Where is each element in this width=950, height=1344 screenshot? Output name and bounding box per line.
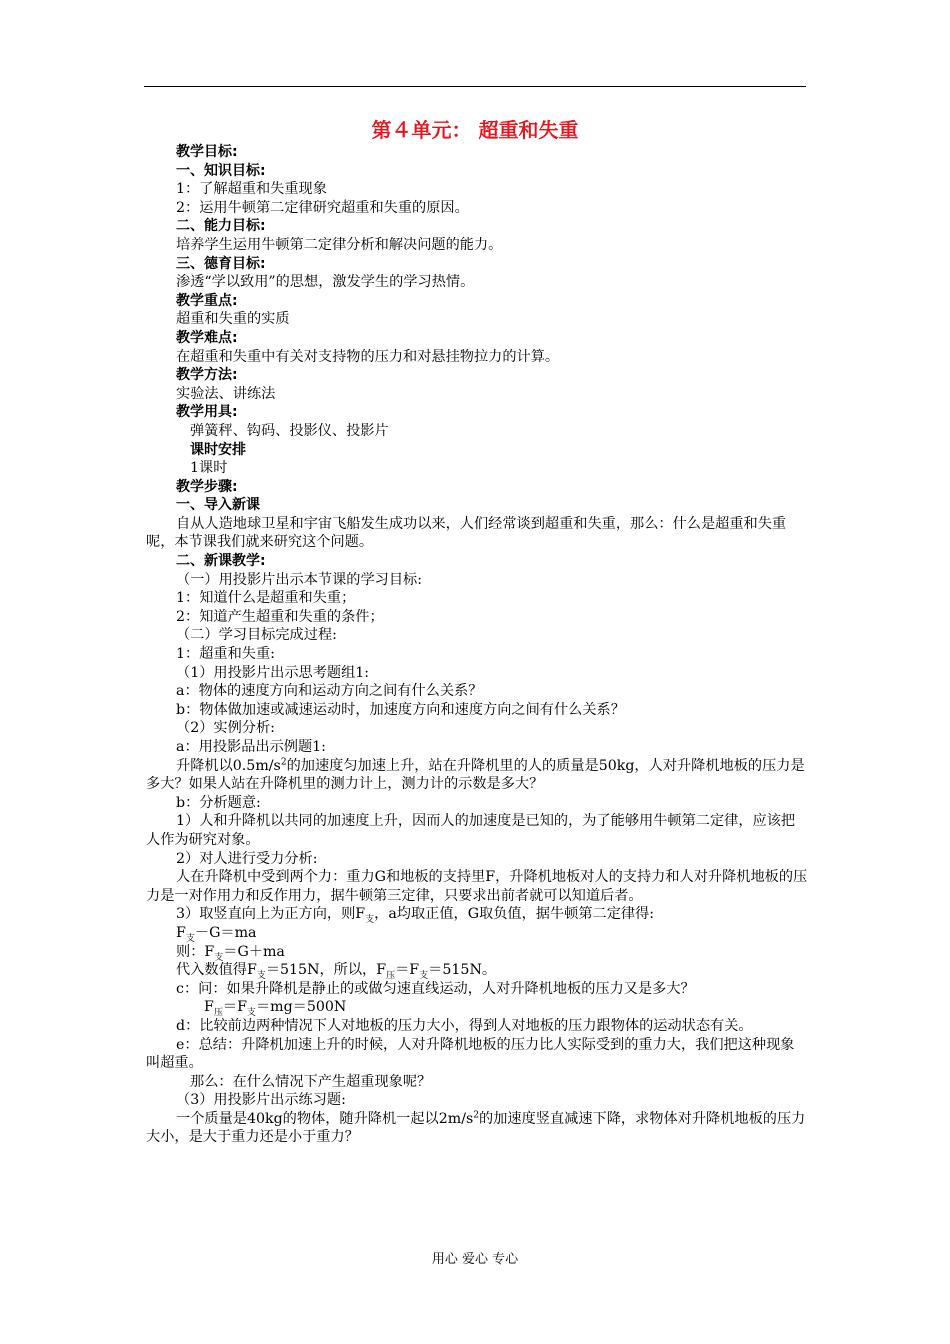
paragraph: 自从人造地球卫星和宇宙飞船发生成功以来，人们经常谈到超重和失重，那么：什么是超重和失重呢，本节课我们就来研究这个问题。 bbox=[146, 515, 787, 551]
document-body bbox=[146, 143, 808, 1147]
text-line: （2）实例分析: bbox=[176, 720, 275, 737]
text-line: a：用投影品出示例题1: bbox=[176, 739, 326, 755]
heading-steps: 教学步骤: bbox=[176, 478, 238, 495]
heading-ability-goals: 二、能力目标: bbox=[176, 218, 266, 235]
text-line: 在超重和失重中有关对支持物的压力和对悬挂物拉力的计算。 bbox=[176, 348, 560, 365]
heading-key-points: 教学重点: bbox=[176, 292, 238, 309]
paragraph: 人在升降机中受到两个力：重力G和地板的支持里F，升降机地板对人的支持力和人对升降机地板的压力是一对作用力和反作用力，据牛顿第三定律，只要求出前者就可以知道后者。 bbox=[146, 869, 808, 904]
paragraph: e：总结：升降机加速上升的时候，人对升降机地板的压力比人实际受到的重力大，我们把这种现象叫超重。 bbox=[146, 1036, 795, 1072]
page-title: 第４单元： 超重和失重 bbox=[371, 118, 579, 142]
text-line: 1：了解超重和失重现象 bbox=[176, 181, 327, 198]
heading-methods: 教学方法: bbox=[176, 367, 238, 384]
header-rule bbox=[144, 86, 806, 87]
text-line: c：问：如果升降机是静止的或做匀速直线运动，人对升降机地板的压力又是多大？ bbox=[176, 980, 695, 997]
equation-line: $F_压=F_支=mg=500N$ bbox=[204, 999, 347, 1019]
heading-intro: 一、导入新课 bbox=[176, 497, 260, 514]
heading-teaching-goals: 教学目标: bbox=[176, 144, 238, 160]
paragraph: d：比较前边两种情况下人对地板的压力大小，得到人对地板的压力跟物体的运动状态有关。 bbox=[176, 1017, 753, 1034]
equation-line: 代入数值得$F_支=515N$，所以，$F_压=F_支=515N$。 bbox=[176, 962, 497, 981]
text-line: 1：超重和失重: bbox=[176, 646, 275, 663]
text-line: 1课时 bbox=[190, 460, 228, 477]
equation-line: 则：$F_支=G+ma$ bbox=[176, 943, 285, 963]
text-line: 1：知道什么是超重和失重； bbox=[176, 590, 356, 607]
text-line: 超重和失重的实质 bbox=[176, 311, 290, 328]
heading-schedule: 课时安排 bbox=[190, 441, 246, 458]
text-line: 渗透“学以致用”的思想，激发学生的学习热情。 bbox=[176, 274, 475, 291]
heading-new-lesson: 二、新课教学: bbox=[176, 553, 266, 570]
text-line: （1）用投影片出示思考题组1: bbox=[176, 664, 370, 681]
text-line: a：物体的速度方向和运动方向之间有什么关系？ bbox=[176, 683, 483, 700]
text-line: 2：知道产生超重和失重的条件； bbox=[176, 608, 384, 625]
text-line: 那么：在什么情况下产生超重现象呢？ bbox=[190, 1073, 432, 1090]
paragraph: 一个质量是40kg的物体，随升降机一起以$2m/s^2$的加速度竖直减速下降，求物体对升降机地板的压力大小，是大于重力还是小于重力？ bbox=[146, 1110, 806, 1146]
heading-tools: 教学用具: bbox=[176, 404, 238, 421]
text-line: （3）用投影片出示练习题: bbox=[176, 1092, 346, 1109]
text-line: 实验法、讲练法 bbox=[176, 385, 276, 402]
text-line: 弹簧秤、钩码、投影仪、投影片 bbox=[190, 422, 389, 439]
paragraph: 升降机以$0.5m/s^2$的加速度匀加速上升，站在升降机里的人的质量是50kg，人对升降机地板的压力是多大？如果人站在升降机里的测力计上，测力计的示数是多大？ bbox=[146, 756, 805, 793]
text-line: b：分析题意: bbox=[176, 794, 261, 811]
heading-knowledge-goals: 一、知识目标: bbox=[176, 162, 266, 179]
text-line: b：物体做加速或减速运动时，加速度方向和速度方向之间有什么关系？ bbox=[176, 701, 625, 718]
text-line: 2）对人进行受力分析: bbox=[176, 850, 318, 867]
text-line: 2：运用牛顿第二定律研究超重和失重的原因。 bbox=[176, 199, 469, 216]
text-line: （一）用投影片出示本节课的学习目标: bbox=[176, 571, 422, 588]
heading-difficulties: 教学难点: bbox=[176, 329, 238, 346]
page-footer: 用心 爱心 专心 bbox=[431, 1252, 519, 1267]
equation-line: $F_支-G=ma$ bbox=[176, 924, 257, 944]
text-line: （二）学习目标完成过程: bbox=[176, 627, 337, 644]
paragraph: 1）人和升降机以共同的加速度上升，因而人的加速度是已知的，为了能够用牛顿第二定律，应该把人作为研究对象。 bbox=[146, 813, 796, 848]
heading-moral-goals: 三、德育目标: bbox=[176, 255, 266, 272]
text-line: 培养学生运用牛顿第二定律分析和解决问题的能力。 bbox=[176, 236, 503, 253]
equation-line: 3）取竖直向上为正方向，则$F_支$，a均取正值，G取负值，据牛顿第二定律得: bbox=[176, 906, 655, 926]
